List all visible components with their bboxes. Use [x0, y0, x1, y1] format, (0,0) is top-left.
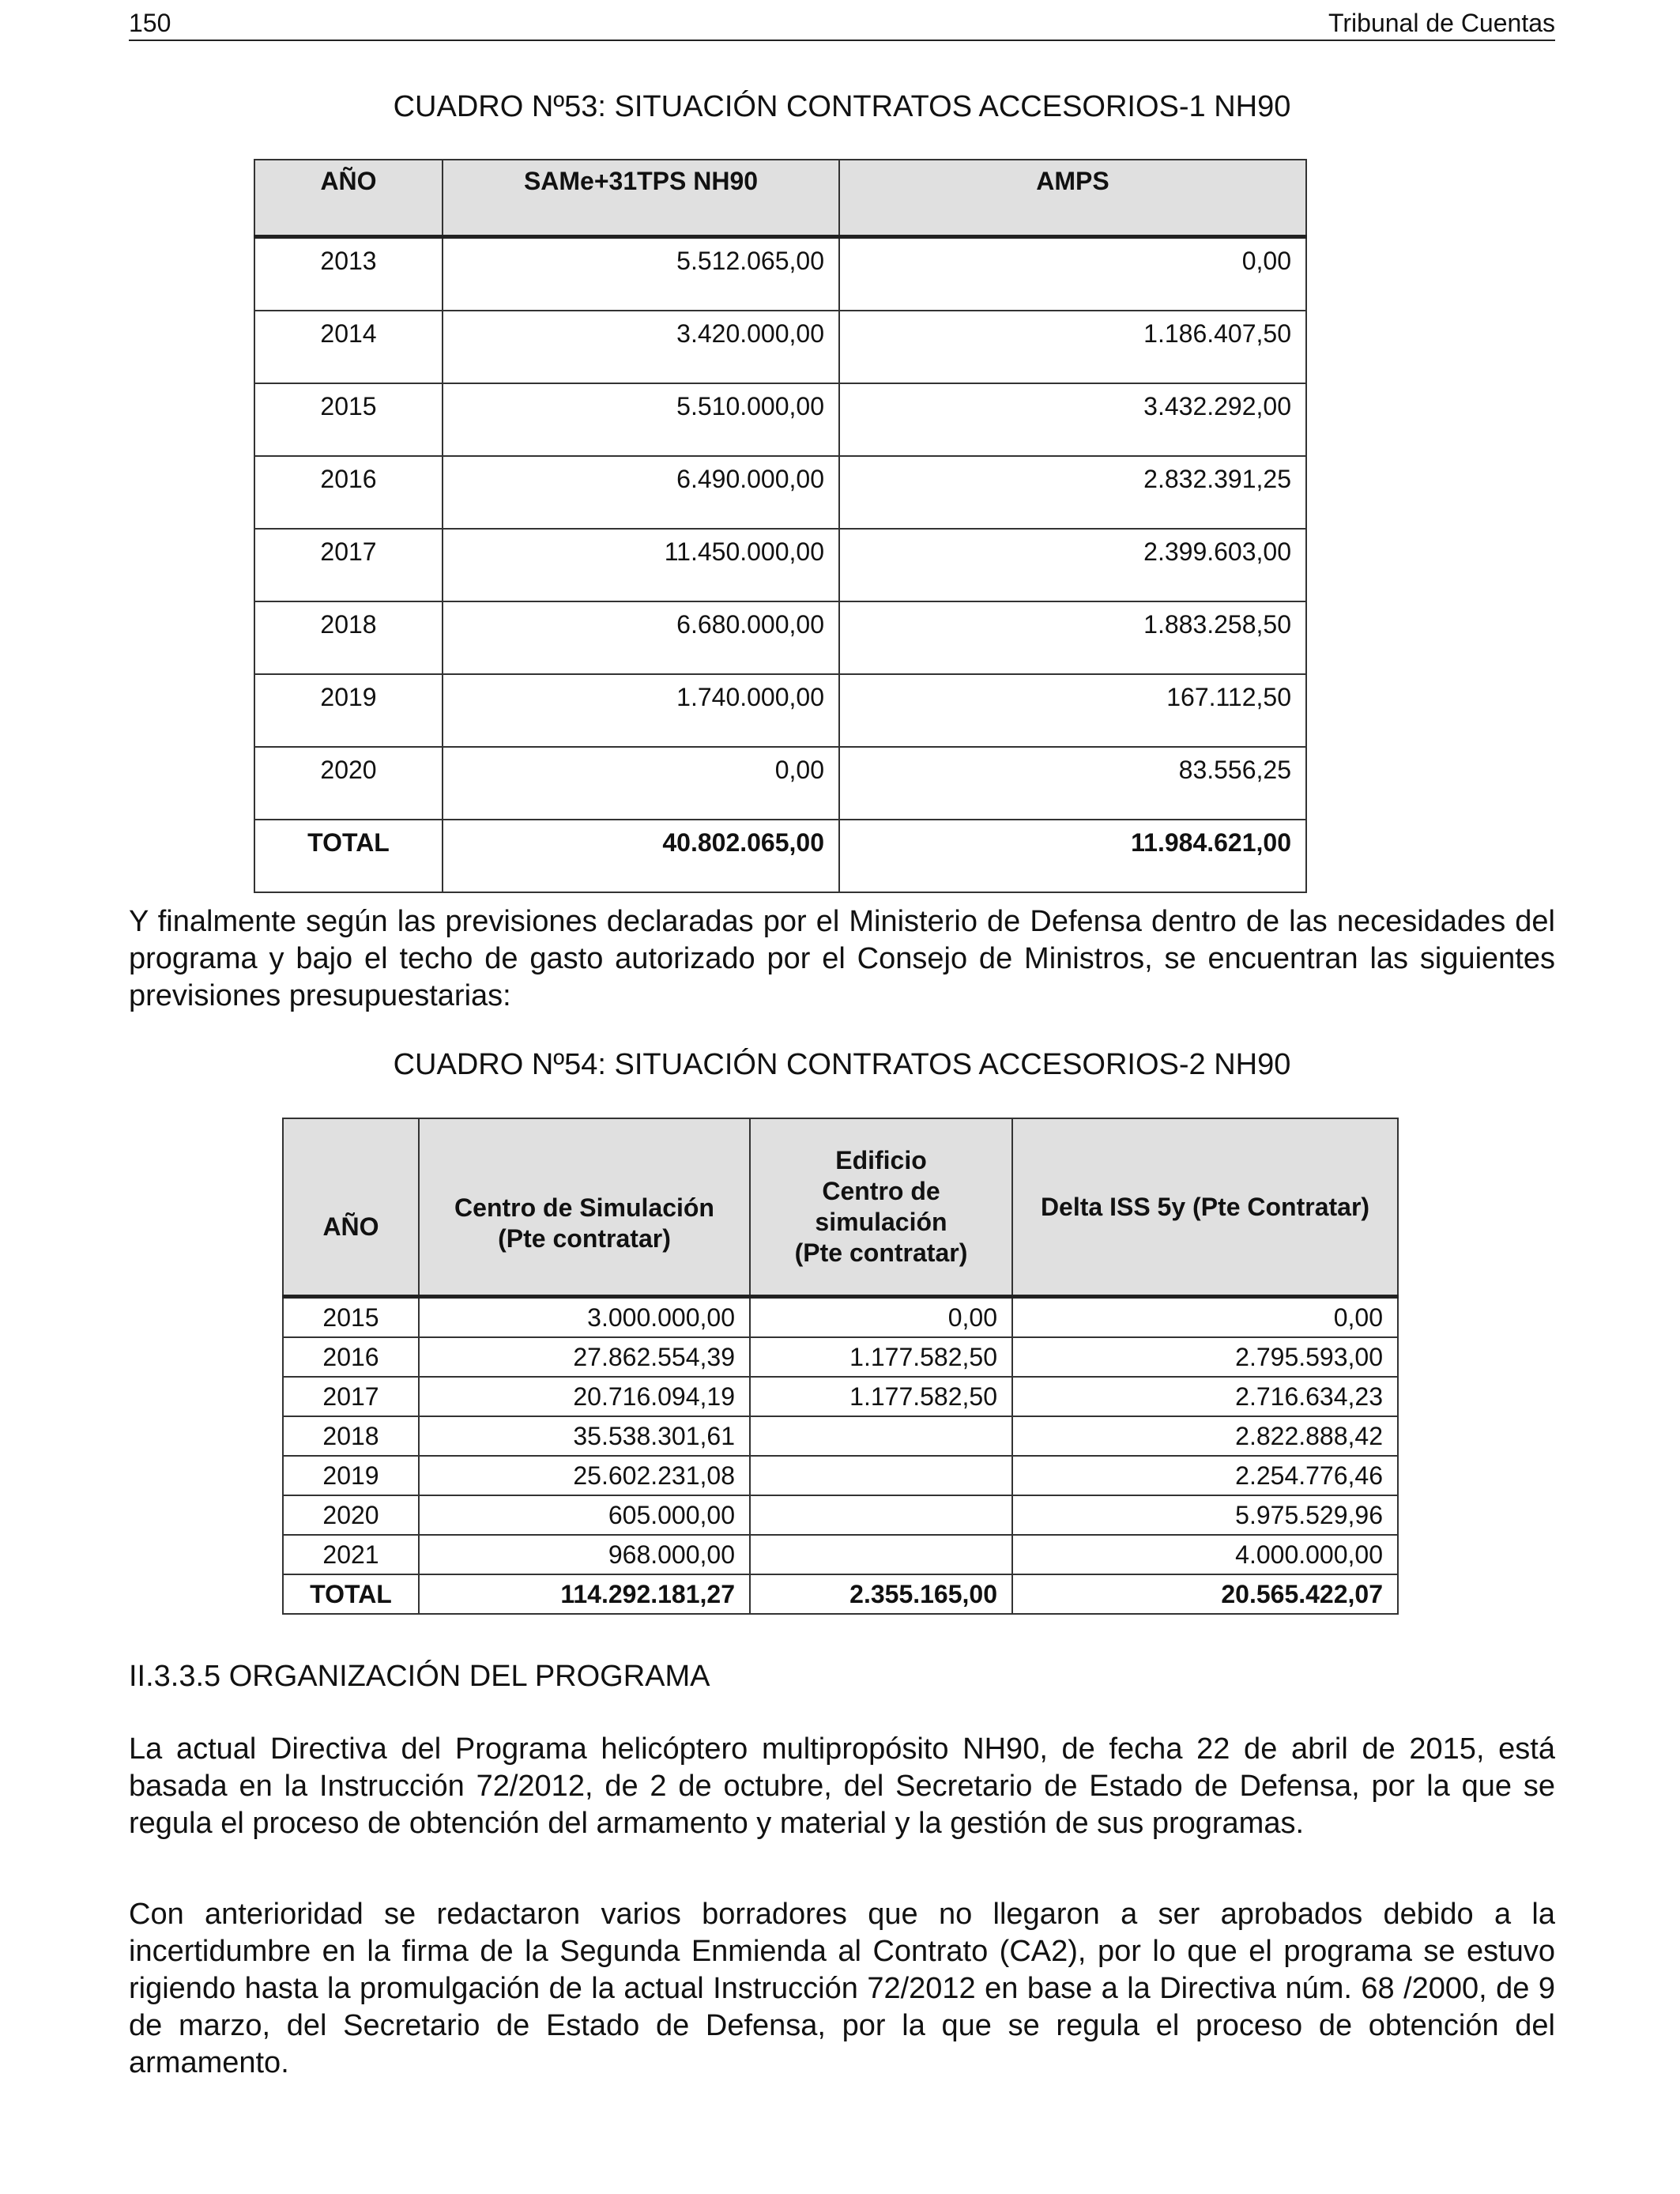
table-row: [254, 601, 1306, 674]
cell-value: 20.716.094,19: [419, 1377, 750, 1416]
cell-value: 25.602.231,08: [419, 1456, 750, 1495]
cell-value: 3.000.000,00: [419, 1297, 750, 1338]
table-row: [254, 383, 1306, 456]
table-row: [254, 529, 1306, 601]
table54: [282, 1118, 1399, 1615]
cell-value: 0,00: [1012, 1297, 1398, 1338]
table53-caption: CUADRO Nº53: SITUACIÓN CONTRATOS ACCESORIOS-1 NH90: [393, 90, 1291, 123]
cell-value: 0,00: [839, 237, 1306, 311]
column-header-line: Edificio: [835, 1146, 927, 1174]
total-value: 114.292.181,27: [419, 1574, 750, 1614]
table53: [254, 159, 1307, 893]
table-row: [254, 747, 1306, 820]
cell-year: 2021: [283, 1535, 419, 1574]
cell-year: 2020: [283, 1495, 419, 1535]
cell-value: 0,00: [750, 1297, 1012, 1338]
cell-value: 1.177.582,50: [750, 1377, 1012, 1416]
cell-value: 4.000.000,00: [1012, 1535, 1398, 1574]
cell-value: 605.000,00: [419, 1495, 750, 1535]
total-value: 11.984.621,00: [839, 820, 1306, 892]
cell-value: 1.186.407,50: [839, 311, 1306, 383]
cell-value: 2.399.603,00: [839, 529, 1306, 601]
column-header-year-label: AÑO: [322, 1212, 379, 1241]
cell-year: 2020: [254, 747, 443, 820]
table-row: [254, 674, 1306, 747]
cell-year: 2019: [283, 1456, 419, 1495]
cell-value: 968.000,00: [419, 1535, 750, 1574]
column-header-same: SAMe+31TPS NH90: [443, 160, 839, 237]
column-header-delta-iss: [1012, 1118, 1398, 1297]
cell-value: 2.795.593,00: [1012, 1337, 1398, 1377]
column-header-line: (Pte contratar): [498, 1224, 671, 1253]
cell-value: 5.512.065,00: [443, 237, 839, 311]
cell-value: 1.883.258,50: [839, 601, 1306, 674]
page-header: [129, 6, 1555, 41]
table-total-row: [254, 820, 1306, 892]
cell-year: 2017: [254, 529, 443, 601]
cell-value: 1.177.582,50: [750, 1337, 1012, 1377]
column-header-line: Centro de Simulación: [454, 1193, 714, 1222]
total-value: 40.802.065,00: [443, 820, 839, 892]
cell-year: 2015: [283, 1297, 419, 1338]
total-value: 2.355.165,00: [750, 1574, 1012, 1614]
cell-value: 35.538.301,61: [419, 1416, 750, 1456]
cell-value: 11.450.000,00: [443, 529, 839, 601]
table-row: [283, 1456, 1398, 1495]
cell-year: 2018: [283, 1416, 419, 1456]
table-row: [254, 456, 1306, 529]
cell-year: 2018: [254, 601, 443, 674]
column-header-year: [283, 1118, 419, 1297]
paragraph-intro: Y finalmente según las previsiones declaradas por el Ministerio de Defensa dentro de las necesidades del programa y bajo el techo de gasto autorizado por el Consejo de Ministros, se encuentran las siguientes previsiones presupuestarias:: [129, 905, 1555, 1012]
table-row: [283, 1337, 1398, 1377]
cell-value: [750, 1416, 1012, 1456]
cell-year: 2019: [254, 674, 443, 747]
table-header-row: [254, 160, 1306, 237]
section-title: II.3.3.5 ORGANIZACIÓN DEL PROGRAMA: [129, 1660, 710, 1693]
total-label: TOTAL: [254, 820, 443, 892]
cell-value: 2.822.888,42: [1012, 1416, 1398, 1456]
table-row: [283, 1495, 1398, 1535]
cell-year: 2017: [283, 1377, 419, 1416]
table-row: [283, 1416, 1398, 1456]
column-header-building: [750, 1118, 1012, 1297]
cell-value: 3.432.292,00: [839, 383, 1306, 456]
cell-value: 2.716.634,23: [1012, 1377, 1398, 1416]
cell-year: 2014: [254, 311, 443, 383]
cell-value: 1.740.000,00: [443, 674, 839, 747]
cell-year: 2015: [254, 383, 443, 456]
cell-value: 3.420.000,00: [443, 311, 839, 383]
cell-value: 27.862.554,39: [419, 1337, 750, 1377]
table-total-row: [283, 1574, 1398, 1614]
column-header-simulation-center: [419, 1118, 750, 1297]
cell-value: [750, 1535, 1012, 1574]
cell-value: 5.510.000,00: [443, 383, 839, 456]
table-row: [283, 1297, 1398, 1338]
header-organization: Tribunal de Cuentas: [1328, 9, 1555, 37]
column-header-line: simulación: [815, 1208, 947, 1236]
total-value: 20.565.422,07: [1012, 1574, 1398, 1614]
column-header-amps: AMPS: [839, 160, 1306, 237]
cell-value: 0,00: [443, 747, 839, 820]
column-header-line: Centro de: [822, 1177, 940, 1205]
cell-value: 5.975.529,96: [1012, 1495, 1398, 1535]
paragraph-drafts: Con anterioridad se redactaron varios borradores que no llegaron a ser aprobados debido a la incertidumbre en la firma de la Segunda Enmienda al Contrato (CA2), por lo que el programa se estuvo rigiendo hasta la promulgación de la actual Instrucción 72/2012 en base a la Directiva núm. 68 /2000, de 9 de marzo, del Secretario de Estado de Defensa, por la que se regula el proceso de obtención del armamento.: [129, 1898, 1555, 2079]
column-header-year: AÑO: [254, 160, 443, 237]
table54-caption: CUADRO Nº54: SITUACIÓN CONTRATOS ACCESORIOS-2 NH90: [393, 1048, 1291, 1081]
cell-value: 6.680.000,00: [443, 601, 839, 674]
table-row: [283, 1377, 1398, 1416]
cell-value: 2.832.391,25: [839, 456, 1306, 529]
table-row: [254, 237, 1306, 311]
table-row: [283, 1535, 1398, 1574]
cell-year: 2016: [254, 456, 443, 529]
page-number: 150: [129, 9, 171, 37]
cell-value: [750, 1456, 1012, 1495]
cell-value: 6.490.000,00: [443, 456, 839, 529]
paragraph-directive: La actual Directiva del Programa helicóptero multipropósito NH90, de fecha 22 de abril de 2015, está basada en la Instrucción 72/2012, de 2 de octubre, del Secretario de Estado de Defensa, por la que se regula el proceso de obtención del armamento y material y la gestión de sus programas.: [129, 1732, 1555, 1840]
column-header-delta-iss-label: Delta ISS 5y (Pte Contratar): [1040, 1192, 1370, 1221]
cell-year: 2016: [283, 1337, 419, 1377]
cell-value: [750, 1495, 1012, 1535]
cell-value: 167.112,50: [839, 674, 1306, 747]
table-header-row: [283, 1118, 1398, 1297]
table-row: [254, 311, 1306, 383]
cell-value: 83.556,25: [839, 747, 1306, 820]
cell-value: 2.254.776,46: [1012, 1456, 1398, 1495]
total-label: TOTAL: [283, 1574, 419, 1614]
column-header-line: (Pte contratar): [794, 1238, 968, 1267]
cell-year: 2013: [254, 237, 443, 311]
